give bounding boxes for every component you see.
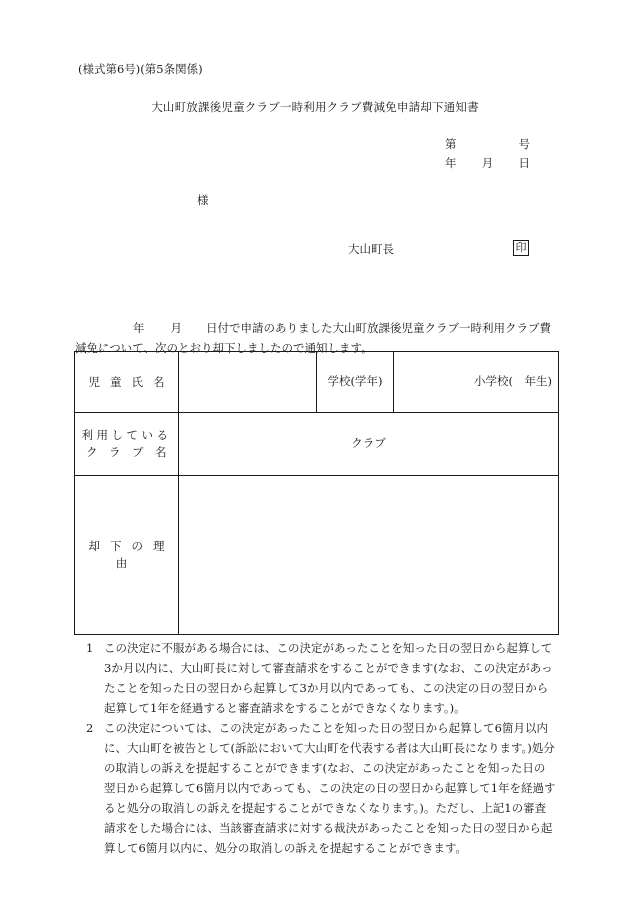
date-month: 月 (481, 156, 494, 170)
number-suffix: 号 (518, 137, 530, 151)
application-form-table (74, 351, 559, 635)
number-prefix: 第 (445, 137, 457, 151)
school-grade-field[interactable] (394, 352, 559, 413)
reason-label-cell (75, 476, 179, 635)
issuer-name: 大山町長 (348, 242, 394, 256)
child-name-label: 児童氏名 (88, 374, 175, 389)
reason-field[interactable] (179, 476, 559, 635)
note-item (86, 638, 556, 718)
intro-text: 日付で申請のありました大山町放課後児童クラブ一時利用クラブ費減免について、次のとおり却下しましたので通知します。 (75, 321, 551, 355)
date-year: 年 (445, 156, 457, 170)
note-number: 2 (86, 721, 94, 735)
note-text: この決定に不服がある場合には、この決定があったことを知った日の翌日から起算して3か月以内に、大山町長に対して審査請求をすることができます(なお、この決定があったことを知った日の翌日から起算して3か月以内であっても、この決定の日の翌日から起算して1年を経過すると審査請求をすることができなくなります。)。 (104, 641, 553, 715)
document-title: 大山町放課後児童クラブ一時利用クラブ費減免申請却下通知書 (151, 100, 479, 114)
child-name-label-cell (75, 352, 179, 413)
note-item (86, 718, 556, 858)
intro-year: 年 (133, 321, 145, 335)
club-value: クラブ (351, 436, 386, 451)
notes-section (86, 638, 556, 858)
note-number: 1 (86, 641, 94, 655)
date-day: 日 (518, 156, 530, 170)
club-label-line1: 利用している (81, 428, 172, 442)
form-number: (様式第6号)(第5条関係) (78, 62, 203, 76)
note-text: この決定については、この決定があったことを知った日の翌日から起算して6箇月以内に、大山町を被告として(訴訟において大山町を代表する者は大山町長になります。)処分の取消しの訴えを提起することができます(なお、この決定があったことを知った日の翌日から起算して6箇月以内であっても、この決定の日の翌日から起算して1年を経過すると処分の取消しの訴えを提起することができなくなります。)。ただし、上記1の審査請求をした場合には、当該審査請求に対する裁決があったことを知った日の翌日から起算して6箇月以内に、処分の取消しの訴えを提起することができます。 (104, 721, 556, 855)
school-label-cell (317, 352, 394, 413)
seal-mark: 印 (513, 240, 529, 256)
club-label-line2: クラブ名 (86, 445, 178, 459)
club-name-field[interactable] (179, 413, 559, 476)
child-name-field[interactable] (179, 352, 317, 413)
intro-month: 月 (170, 321, 182, 335)
club-label-cell (75, 413, 179, 476)
reason-label: 却下の理由 (88, 539, 175, 570)
document-date-row (445, 157, 530, 171)
addressee: 様 (197, 193, 209, 207)
school-label: 学校(学年) (327, 374, 383, 389)
document-number-row (445, 138, 530, 152)
school-value: 小学校( 年生) (474, 374, 552, 389)
